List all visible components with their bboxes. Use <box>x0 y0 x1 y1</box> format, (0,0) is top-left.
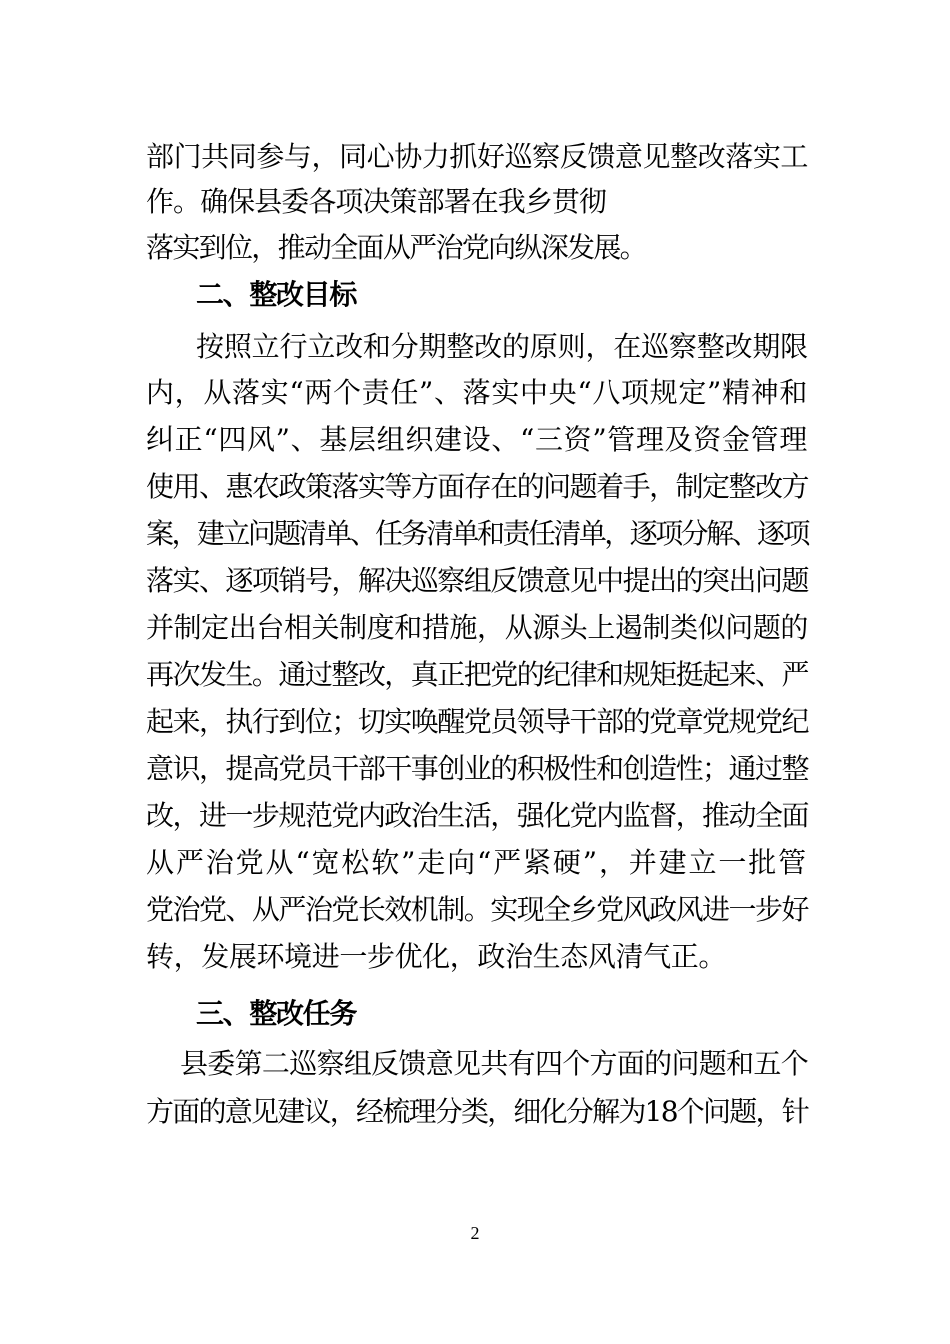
body-line: 方面的意见建议，经梳理分类，细化分解为18个问题，针 <box>146 1095 809 1128</box>
body-line: 落实到位，推动全面从严治党向纵深发展。 <box>146 231 646 264</box>
body-line: 并制定出台相关制度和措施，从源头上遏制类似问题的 <box>146 611 808 644</box>
page-number: 2 <box>470 1223 480 1243</box>
body-line: 作。确保县委各项决策部署在我乡贯彻 <box>146 185 606 218</box>
body-line: 改，进一步规范党内政治生活，强化党内监督，推动全面 <box>146 799 808 832</box>
body-line: 起来，执行到位；切实唤醒党员领导干部的党章党规党纪 <box>146 705 808 738</box>
section-heading-targets: 二、整改目标 <box>196 278 356 311</box>
body-line: 内，从落实“两个责任”、落实中央“八项规定”精神和 <box>146 376 808 409</box>
body-line: 部门共同参与，同心协力抓好巡察反馈意见整改落实工 <box>146 140 808 173</box>
body-line: 党治党、从严治党长效机制。实现全乡党风政风进一步好 <box>146 893 808 926</box>
body-line: 县委第二巡察组反馈意见共有四个方面的问题和五个 <box>180 1047 808 1080</box>
body-line: 纠正“四风”、基层组织建设、“三资”管理及资金管理 <box>146 423 808 456</box>
body-line: 再次发生。通过整改，真正把党的纪律和规矩挺起来、严 <box>146 658 808 691</box>
body-line: 从严治党从“宽松软”走向“严紧硬”，并建立一批管 <box>146 846 808 879</box>
section-heading-tasks: 三、整改任务 <box>196 997 356 1030</box>
body-line: 按照立行立改和分期整改的原则，在巡察整改期限 <box>196 330 808 363</box>
body-line: 使用、惠农政策落实等方面存在的问题着手，制定整改方 <box>146 470 808 503</box>
body-line: 案，建立问题清单、任务清单和责任清单，逐项分解、逐项 <box>146 517 808 550</box>
body-line: 转，发展环境进一步优化，政治生态风清气正。 <box>146 940 726 973</box>
body-line: 落实、逐项销号，解决巡察组反馈意见中提出的突出问题 <box>146 564 808 597</box>
body-line: 意识，提高党员干部干事创业的积极性和创造性；通过整 <box>146 752 808 785</box>
